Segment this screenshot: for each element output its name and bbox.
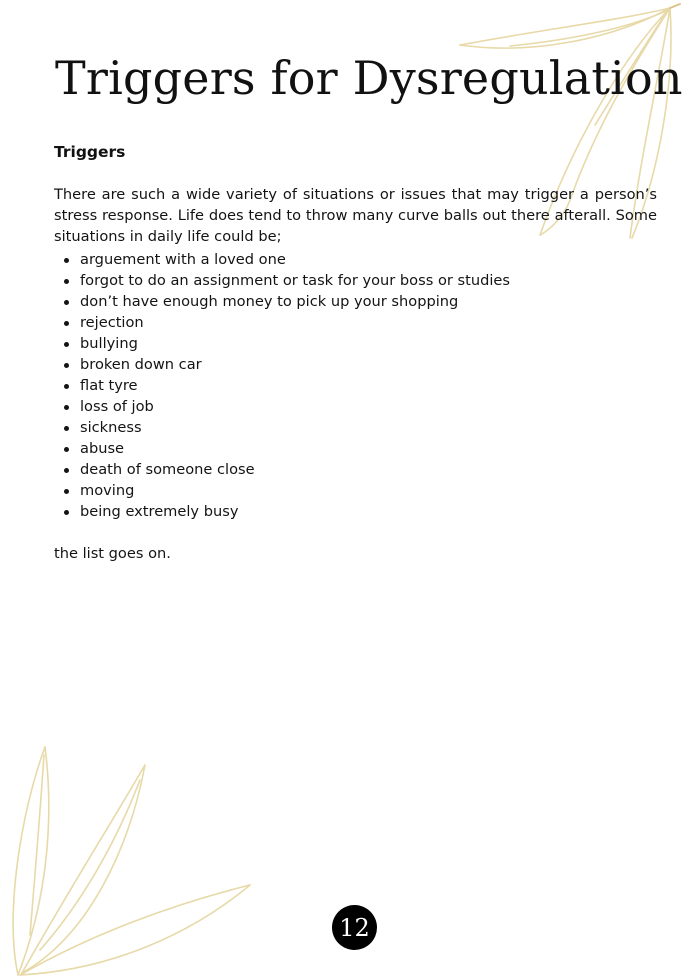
leaf-branch-bottom-left-icon xyxy=(0,735,260,979)
list-item: loss of job xyxy=(54,396,510,417)
list-item: death of someone close xyxy=(54,459,510,480)
list-item: being extremely busy xyxy=(54,501,510,522)
page-title: Triggers for Dysregulation xyxy=(55,51,683,105)
list-item: broken down car xyxy=(54,354,510,375)
list-item: arguement with a loved one xyxy=(54,249,510,270)
section-heading: Triggers xyxy=(54,143,126,161)
list-item: flat tyre xyxy=(54,375,510,396)
list-item: moving xyxy=(54,480,510,501)
list-item: forgot to do an assignment or task for your boss or studies xyxy=(54,270,510,291)
list-item: bullying xyxy=(54,333,510,354)
page-number-badge: 12 xyxy=(332,905,377,950)
triggers-list xyxy=(54,249,510,522)
list-item: abuse xyxy=(54,438,510,459)
list-item: don’t have enough money to pick up your shopping xyxy=(54,291,510,312)
list-item: rejection xyxy=(54,312,510,333)
intro-paragraph: There are such a wide variety of situations or issues that may trigger a person’s stress response. Life does tend to throw many curve balls out there afterall. Some situations in daily life could be; xyxy=(54,186,657,245)
list-item: sickness xyxy=(54,417,510,438)
closing-text: the list goes on. xyxy=(54,545,171,562)
